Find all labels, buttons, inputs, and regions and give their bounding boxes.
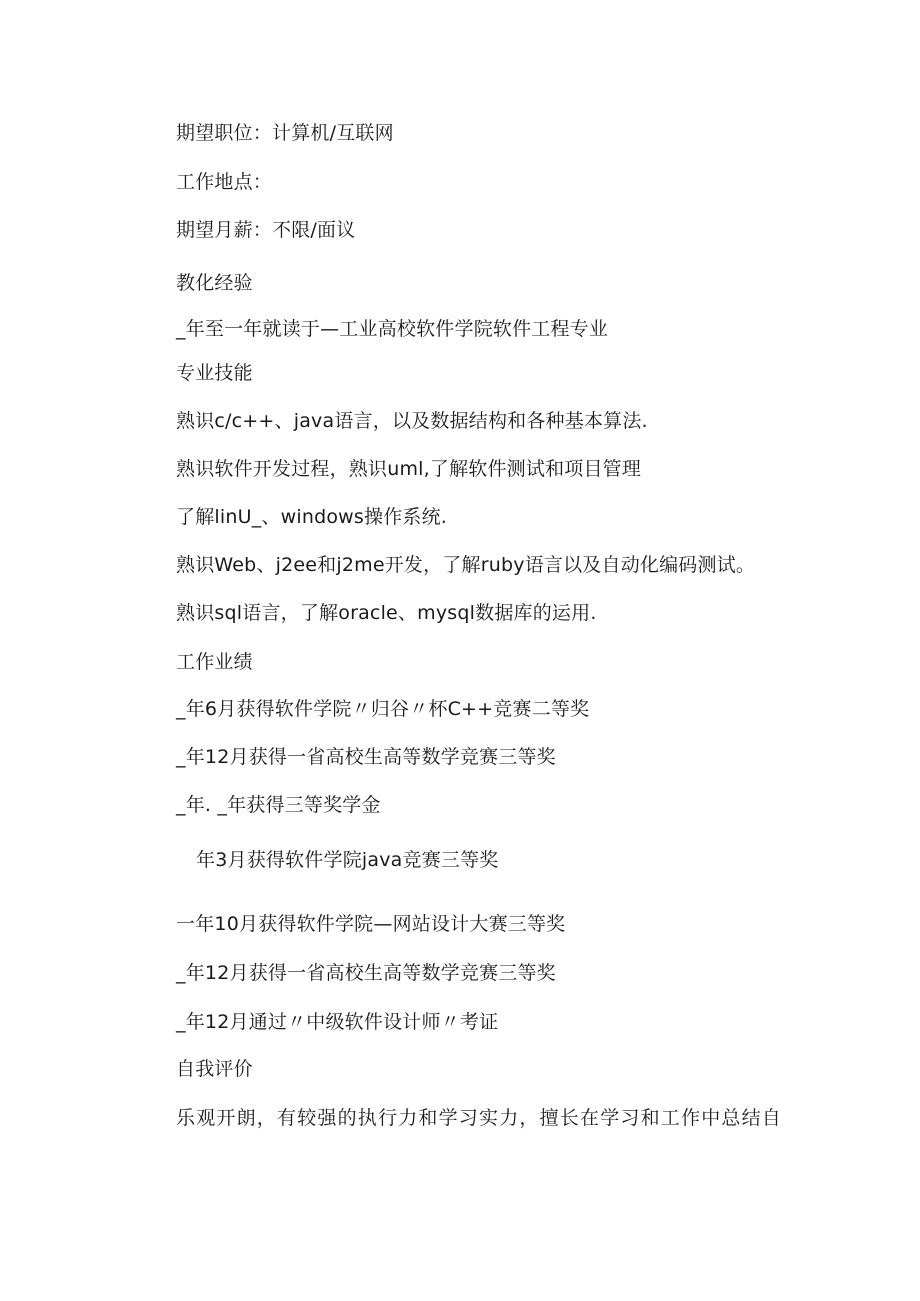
- skill-item: 熟识软件开发过程，熟识uml,了解软件测试和项目管理: [176, 458, 642, 480]
- skill-item: 了解linU_、windows操作系统.: [176, 506, 448, 528]
- self-evaluation-text: 乐观开朗，有较强的执行力和学习实力，擅长在学习和工作中总结自: [176, 1107, 783, 1129]
- section-heading-skills: 专业技能: [176, 362, 253, 384]
- expected-salary: 期望月薪：不限/面议: [176, 219, 356, 241]
- achievement-item: _年12月获得一省高校生高等数学竞赛三等奖: [176, 746, 556, 768]
- achievement-item: _年12月通过〃中级软件设计师〃考证: [176, 1011, 499, 1033]
- work-location: 工作地点：: [176, 171, 273, 193]
- section-heading-achievements: 工作业绩: [176, 651, 253, 673]
- skill-item: 熟识c/c++、java语言，以及数据结构和各种基本算法.: [176, 410, 648, 432]
- expected-position: 期望职位：计算机/互联网: [176, 122, 394, 144]
- skill-item: 熟识sql语言，了解oracle、mysql数据库的运用.: [176, 602, 597, 624]
- skill-item: 熟识Web、j2ee和j2me开发，了解ruby语言以及自动化编码测试。: [176, 554, 756, 576]
- section-heading-self-evaluation: 自我评价: [176, 1058, 253, 1080]
- achievement-item: _年. _年获得三等奖学金: [176, 794, 381, 816]
- achievement-item: _年6月获得软件学院〃归谷〃杯C++竞赛二等奖: [176, 698, 590, 720]
- achievement-item: _年12月获得一省高校生高等数学竞赛三等奖: [176, 962, 556, 984]
- section-heading-education: 教化经验: [176, 272, 253, 294]
- achievement-item: 一年10月获得软件学院—网站设计大赛三等奖: [176, 913, 566, 935]
- education-entry: _年至一年就读于—工业高校软件学院软件工程专业: [176, 318, 609, 340]
- achievement-item: 年3月获得软件学院java竞赛三等奖: [196, 849, 499, 871]
